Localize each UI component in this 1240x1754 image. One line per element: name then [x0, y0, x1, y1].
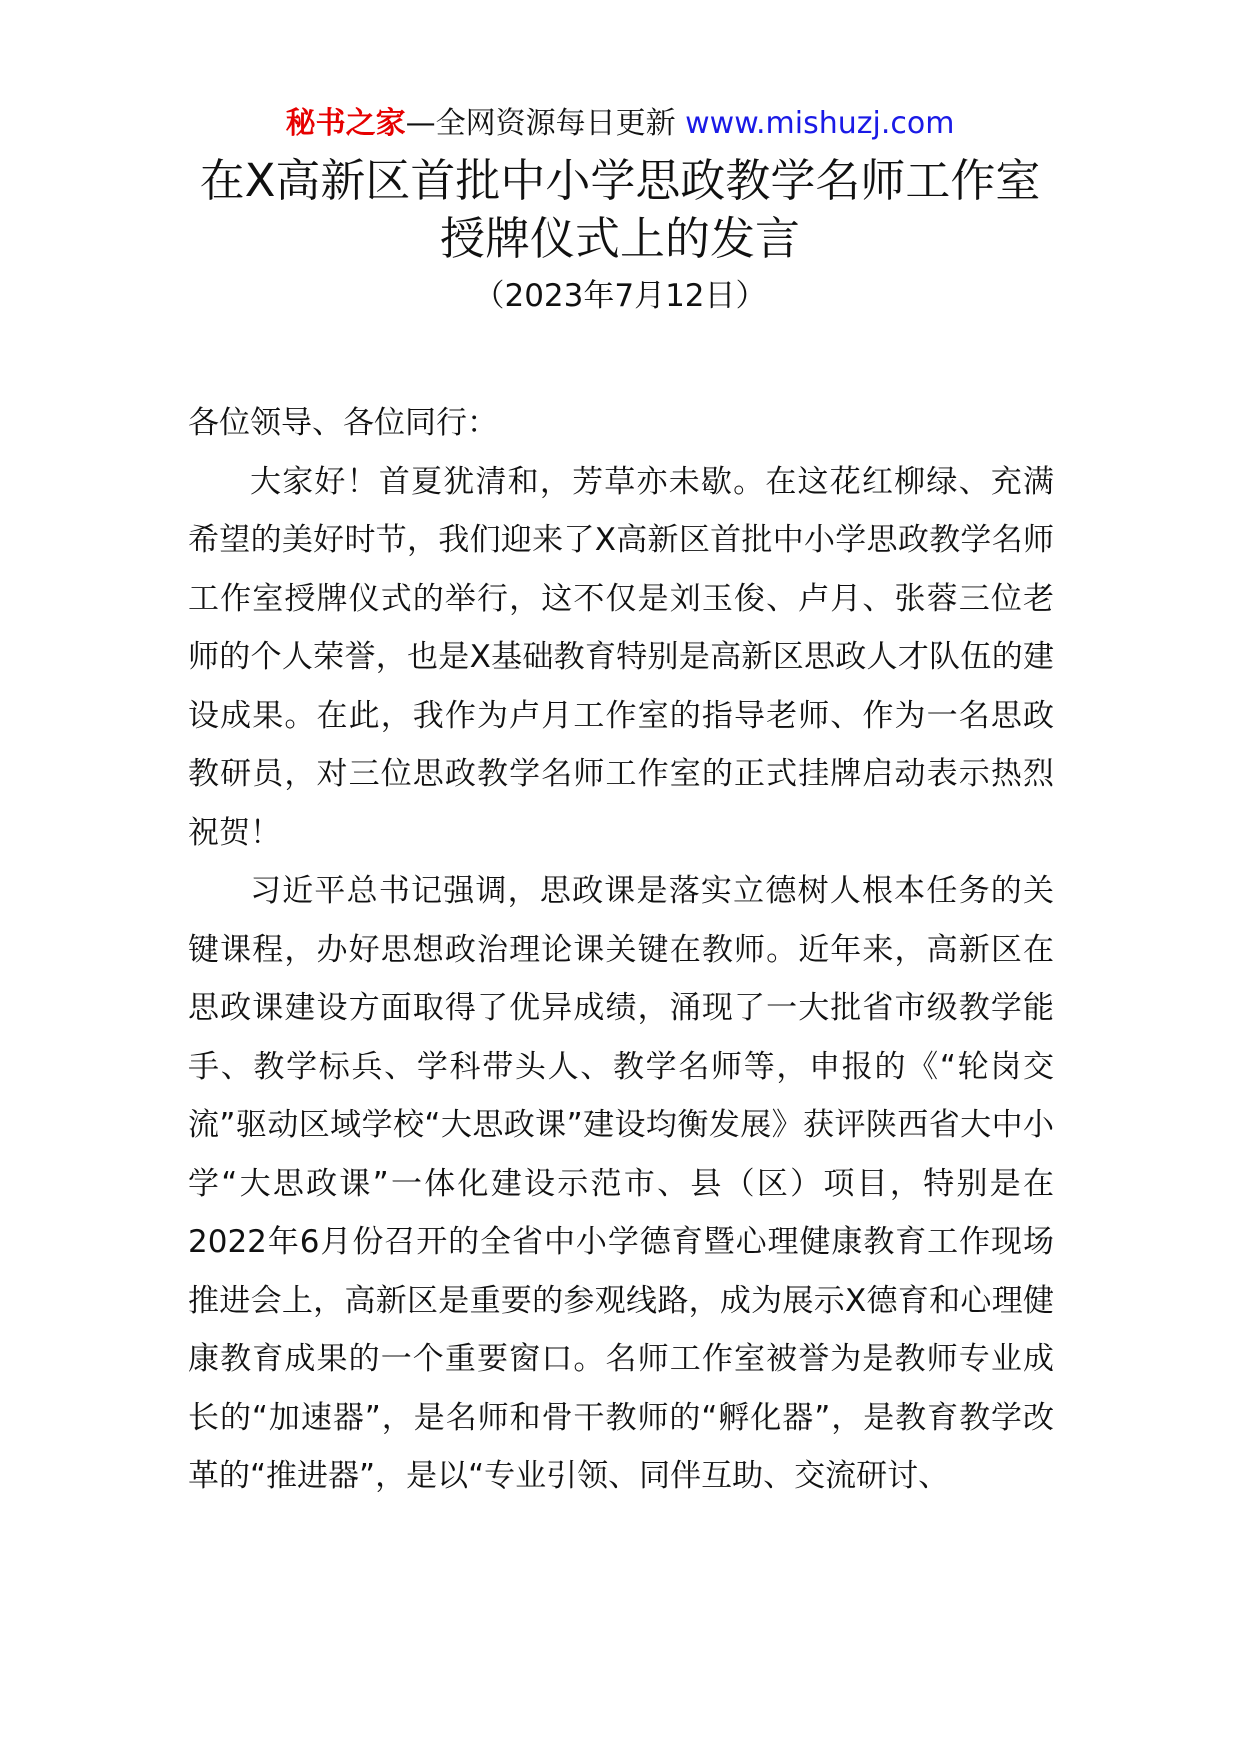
brand-name: 秘书之家: [285, 106, 406, 141]
document-title: [0, 152, 1240, 268]
header-tagline: —全网资源每日更新: [405, 106, 676, 141]
document-body: [188, 394, 1054, 1506]
title-line-1: 在X高新区首批中小学思政教学名师工作室: [199, 154, 1041, 207]
paragraph-1: 大家好！首夏犹清和，芳草亦未歇。在这花红柳绿、充满希望的美好时节，我们迎来了X高新区首批中小学思政教学名师工作室授牌仪式的举行，这不仅是刘玉俊、卢月、张蓉三位老师的个人荣誉，也是X基础教育特别是高新区思政人才队伍的建设成果。在此，我作为卢月工作室的指导老师、作为一名思政教研员，对三位思政教学名师工作室的正式挂牌启动表示热烈祝贺！: [188, 463, 1054, 851]
site-url-link[interactable]: www.mishuzj.com: [685, 106, 955, 141]
salutation: 各位领导、各位同行：: [188, 405, 498, 441]
title-line-2: 授牌仪式上的发言: [439, 212, 800, 265]
paragraph-2: 习近平总书记强调，思政课是落实立德树人根本任务的关键课程，办好思想政治理论课关键在教师。近年来，高新区在思政课建设方面取得了优异成绩，涌现了一大批省市级教学能手、教学标兵、学科带头人、教学名师等，申报的《“轮岗交流”驱动区域学校“大思政课”建设均衡发展》获评陕西省大中小学“大思政课”一体化建设示范市、县（区）项目，特别是在2022年6月份召开的全省中小学德育暨心理健康教育工作现场推进会上，高新区是重要的参观线路，成为展示X德育和心理健康教育成果的一个重要窗口。名师工作室被誉为是教师专业成长的“加速器”，是名师和骨干教师的“孵化器”，是教育教学改革的“推进器”，是以“专业引领、同伴互助、交流研讨、: [188, 873, 1054, 1494]
document-date: （2023年7月12日）: [473, 278, 767, 314]
site-header-banner: [0, 104, 1240, 144]
